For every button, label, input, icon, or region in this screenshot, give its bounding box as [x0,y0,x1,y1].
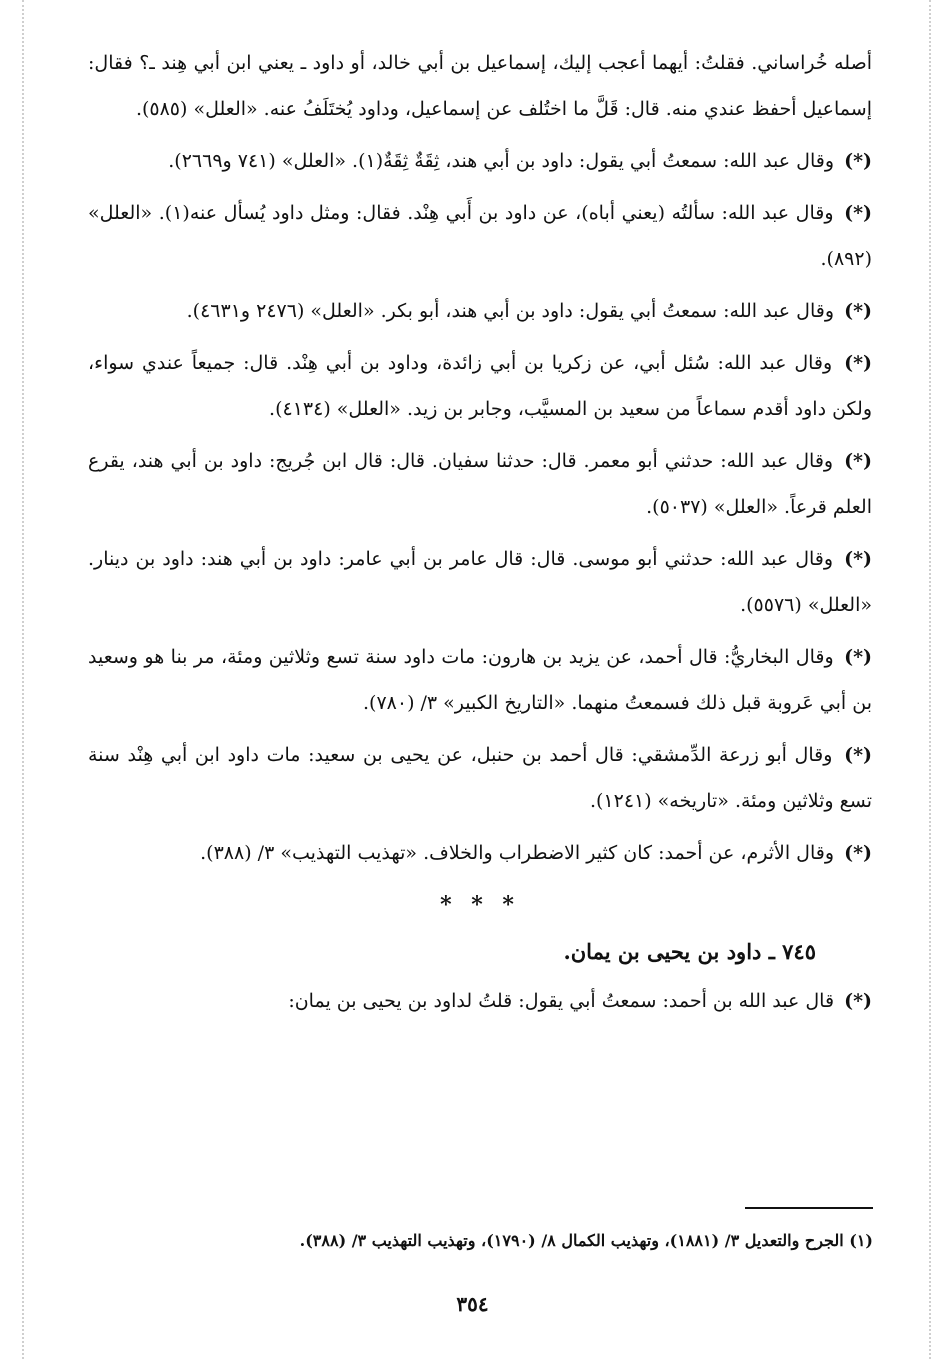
section-separator: * * * [440,892,520,918]
paragraph-text: وقال عبد الله: سمعتُ أبي يقول: داود بن أبي هند، أبو بكر. «العلل» (٢٤٧٦ و٤٦٣١). [186,300,835,322]
paragraph-entry [88,438,872,530]
scan-edge-left [22,0,24,1359]
entry-marker: (*) [844,352,873,374]
paragraph-text: وقال عبد الله: سألتُه (يعني أباه)، عن داود بن أَبي هِنْد. فقال: ومثل داود يُسأل عنه(١). «العلل» (٨٩٢). [88,202,872,270]
paragraph-entry [88,978,872,1024]
paragraph-entry [88,190,872,282]
entry-marker: (*) [844,990,872,1012]
entry-marker: (*) [844,202,872,224]
footnote: (١) الجرح والتعديل ٣/ (١٨٨١)، وتهذيب الكمال ٨/ (١٧٩٠)، وتهذيب التهذيب ٣/ (٣٨٨). [299,1231,873,1250]
paragraph-entry [88,634,872,726]
paragraph-text: قال عبد الله بن أحمد: سمعتُ أبي يقول: قلتُ لداود بن يحيى بن يمان: [288,990,835,1012]
paragraph-text: أصله خُراساني. فقلتُ: أيهما أعجب إليك، إسماعيل بن أبي خالد، أو داود ـ يعني ابن أبي هِند ـ؟ فقال: إسماعيل أحفظ عندي منه. قال: قَلَّ ما اختُلف عن إسماعيل، وداود يُختَلَفُ عنه. «العلل» (٥٨٥). [88,52,872,120]
paragraph-entry [88,536,872,628]
paragraph-entry [88,288,872,334]
paragraph-entry [88,138,872,184]
entry-marker: (*) [844,150,872,172]
paragraph-text: وقال عبد الله: سُئل أبي، عن زكريا بن أبي زائدة، وداود بن أبي هِنْد. قال: جميعاً عندي سواء، ولكن داود أقدم سماعاً من سعيد بن المسيَّب، وجابر بن زيد. «العلل» (٤١٣٤). [88,352,872,420]
scan-edge-right [929,0,931,1359]
entry-marker: (*) [844,548,872,570]
paragraph-text: وقال عبد الله: حدثني أبو معمر. قال: حدثنا سفيان. قال: قال ابن جُريج: داود بن أبي هند، يقرع العلم قرعاً. «العلل» (٥٠٣٧). [88,450,872,518]
paragraph-text: وقال البخاريُّ: قال أحمد، عن يزيد بن هارون: مات داود سنة تسع وثلاثين ومئة، مر بنا هو وسعيد بن أبي عَروبة قبل ذلك فسمعتُ منهما. «التاريخ الكبير» ٣/ (٧٨٠). [88,646,872,714]
footnote-divider [745,1207,873,1209]
paragraph-text: وقال الأثرم، عن أحمد: كان كثير الاضطراب والخلاف. «تهذيب التهذيب» ٣/ (٣٨٨). [200,842,835,864]
entry-marker: (*) [844,744,872,766]
entry-marker: (*) [844,450,872,472]
paragraph-entry [88,830,872,876]
entry-heading: ٧٤٥ ـ داود بن يحيى بن يمان. [563,939,816,964]
paragraph-entry [88,340,872,432]
entry-marker: (*) [844,300,872,322]
entry-marker: (*) [844,646,872,668]
paragraph-text: وقال عبد الله: حدثني أبو موسى. قال: قال عامر بن أبي عامر: داود بن أبي هند: داود بن دينار. «العلل» (٥٥٧٦). [88,548,872,616]
paragraph-text: وقال عبد الله: سمعتُ أبي يقول: داود بن أبي هند، ثِقَةٌ ثِقَةٌ(١). «العلل» (٧٤١ و٢٦٦٩). [168,150,835,172]
paragraph-entry [88,732,872,824]
entry-marker: (*) [844,842,872,864]
page-body [88,40,872,1030]
paragraph-continuation [88,40,872,132]
paragraph-text: وقال أبو زرعة الدِّمشقي: قال أحمد بن حنبل، عن يحيى بن سعيد: مات داود ابن أبي هِنْد سنة تسع وثلاثين ومئة. «تاريخه» (١٢٤١). [88,744,872,812]
page-number: ٣٥٤ [456,1292,489,1316]
